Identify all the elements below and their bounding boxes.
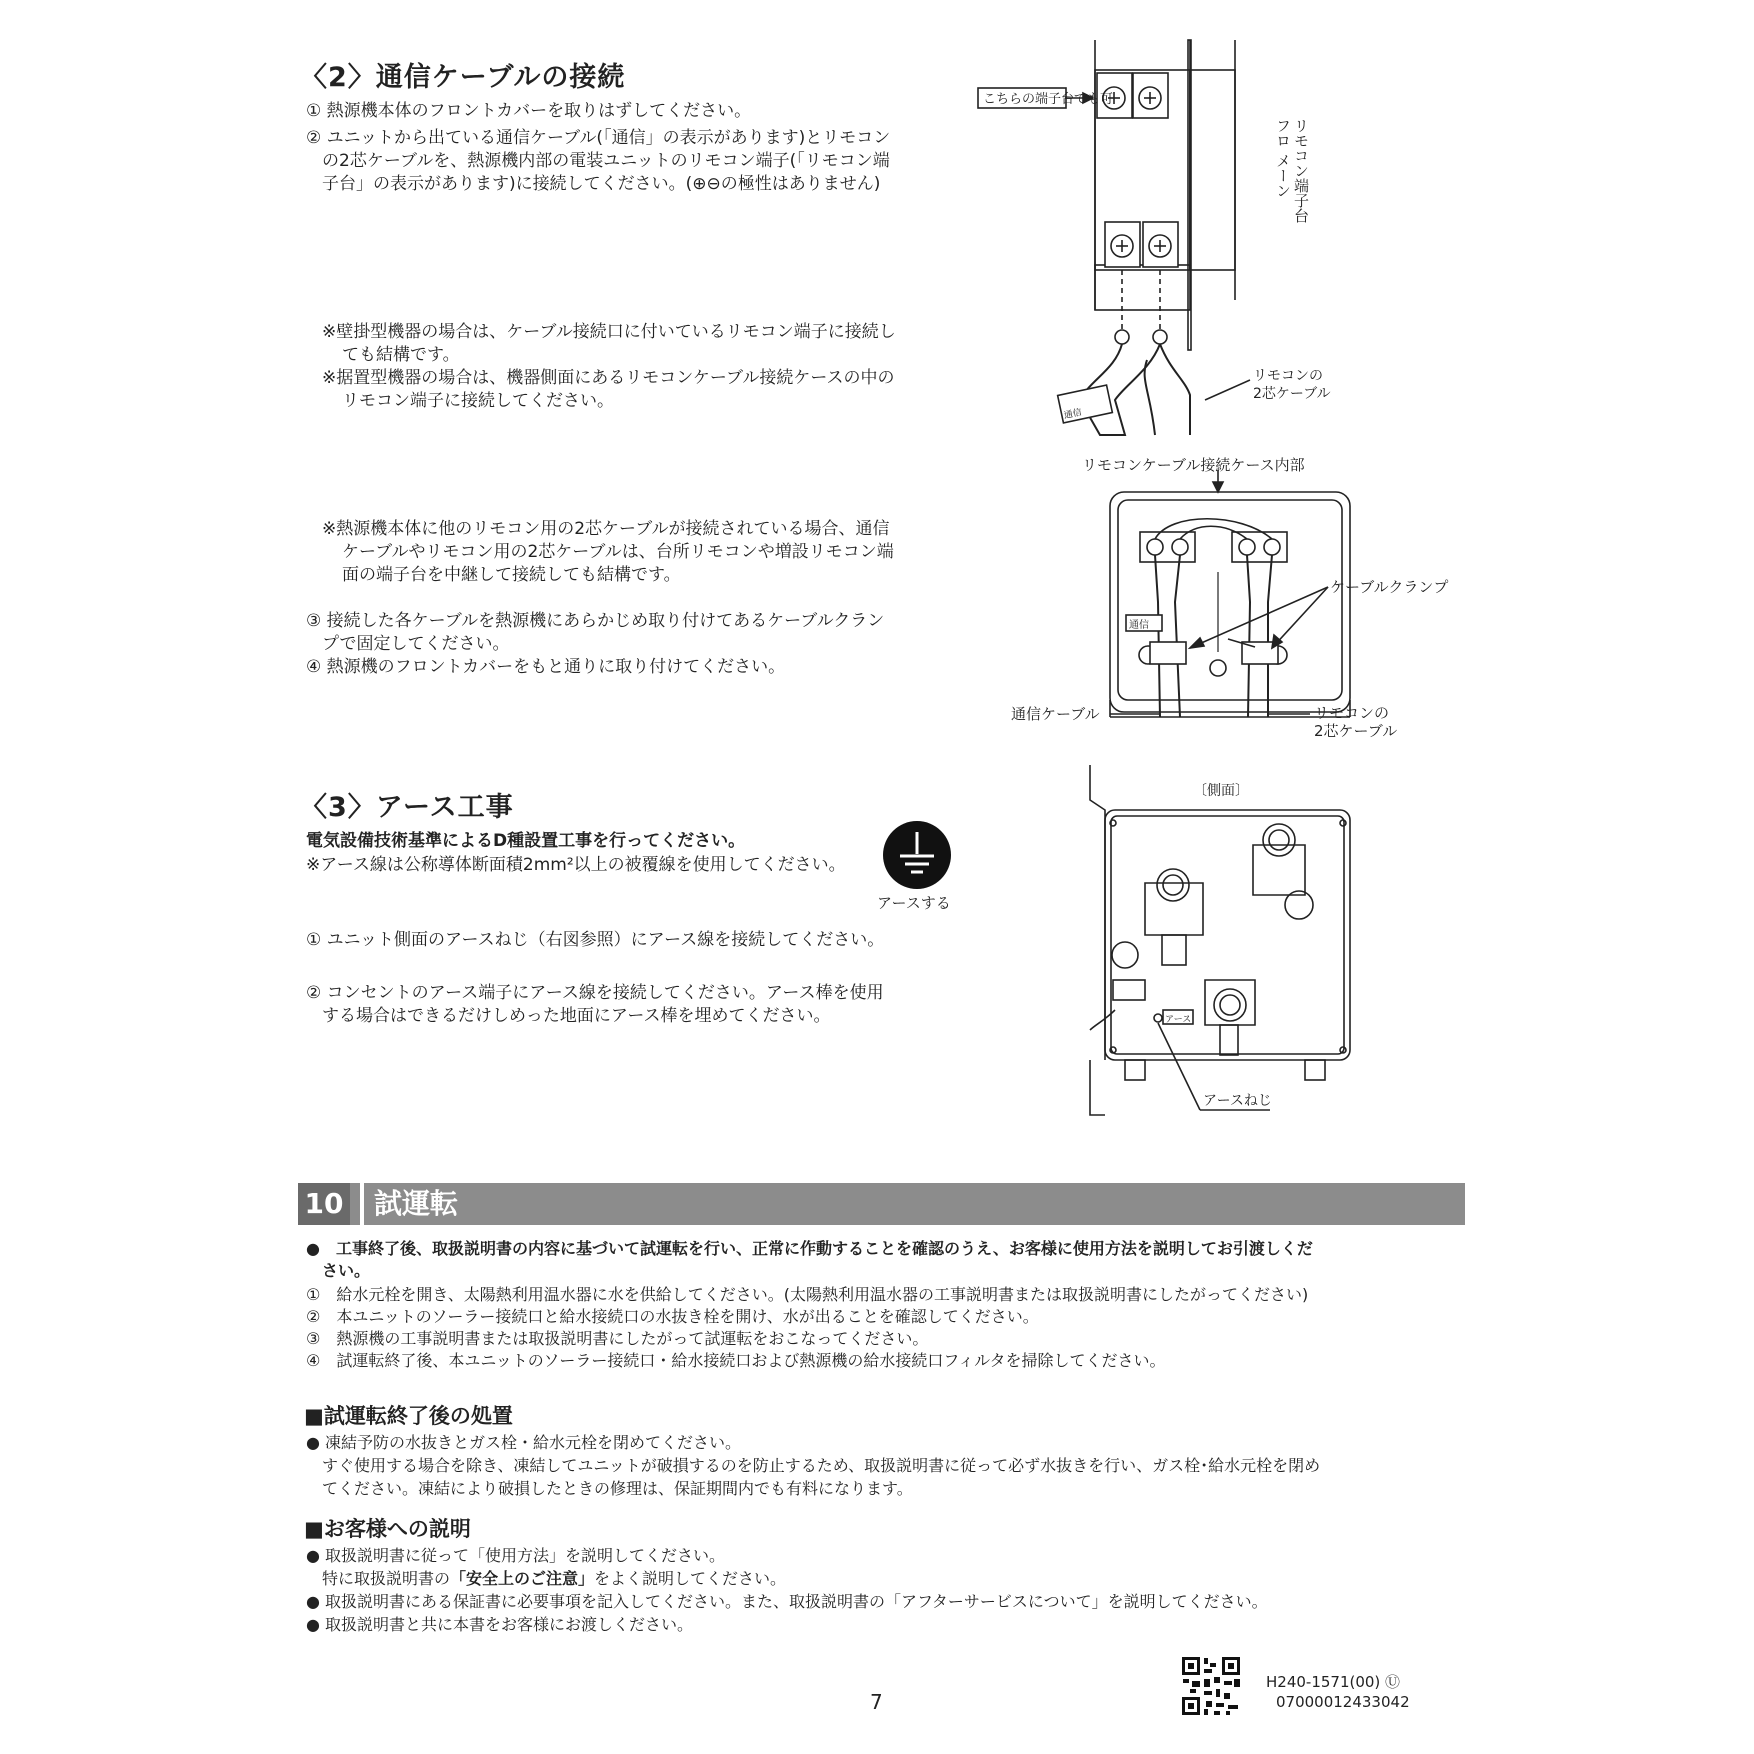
sec10-step4: ④ 試運転終了後、本ユニットのソーラー接続口・給水接続口および熱源機の給水接続口フィルタを掃除してください。: [306, 1351, 1166, 1370]
sec3-bold-line: 電気設備技術基準によるD種設置工事を行ってください。: [306, 831, 746, 851]
customer-bullet1-line2: [322, 1567, 786, 1590]
section-2-title: 〈2〉通信ケーブルの接続: [300, 62, 626, 93]
ground-icon: [882, 820, 952, 890]
doc-code: H240-1571(00) Ⓤ: [1266, 1673, 1401, 1691]
sec10-step1: ① 給水元栓を開き、太陽熱利用温水器に水を供給してください。(太陽熱利用温水器の工事説明書または取扱説明書にしたがってください): [306, 1285, 1309, 1304]
after-bullet1-line3: てください。凍結により破損したときの修理は、保証期間内でも有料になります。: [322, 1479, 913, 1498]
earth-tag: アース: [1165, 1015, 1192, 1025]
sec2-note3-line2: ケーブルやリモコン用の2芯ケーブルは、台所リモコンや増設リモコン端: [342, 542, 894, 562]
sec10-step2: ② 本ユニットのソーラー接続口と給水接続口の水抜き栓を開け、水が出ることを確認してください。: [306, 1307, 1039, 1326]
sec10-bullet-line1: ● 工事終了後、取扱説明書の内容に基づいて試運転を行い、正常に作動することを確認のうえ、お客様に使用方法を説明してお引渡しくだ: [306, 1239, 1313, 1258]
sec2-step4: ④ 熱源機のフロントカバーをもと通りに取り付けてください。: [306, 657, 786, 677]
sec2-note3-line1: ※熱源機本体に他のリモコン用の2芯ケーブルが接続されている場合、通信: [322, 519, 890, 539]
sec2-step2-line2: の2芯ケーブルを、熱源機内部の電装ユニットのリモコン端子(「リモコン端: [322, 151, 890, 171]
remote-cable-label-1a: リモコンの: [1253, 368, 1323, 384]
qr-code: [1180, 1655, 1242, 1717]
sec2-step1: ① 熱源機本体のフロントカバーを取りはずしてください。: [306, 101, 752, 121]
sec2-note2-line1: ※据置型機器の場合は、機器側面にあるリモコンケーブル接続ケースの中の: [322, 368, 895, 388]
section-10-header: [298, 1183, 1465, 1225]
customer-b1-post: をよく説明してください。: [594, 1569, 787, 1588]
sec2-note3-line3: 面の端子台を中継して接続しても結構です。: [342, 565, 681, 585]
sec3-step2-line2: する場合はできるだけしめった地面にアース棒を埋めてください。: [322, 1006, 831, 1026]
sec2-step3-line1: ③ 接続した各ケーブルを熱源機にあらかじめ取り付けてあるケーブルクラン: [306, 611, 885, 631]
remote-cable-label-2a: リモコンの: [1314, 704, 1390, 722]
sec3-step1: ① ユニット側面のアースねじ（右図参照）にアース線を接続してください。: [306, 930, 885, 950]
case-label: リモコンケーブル接続ケース内部: [1082, 456, 1305, 474]
comm-tag-2: 通信: [1129, 620, 1149, 631]
terminal-vertical-label: リモコン端子台: [1292, 118, 1310, 223]
sec2-step2-line3: 子台」の表示があります)に接続してください。(⊕⊖の極性はありません): [322, 174, 881, 194]
sec10-step3: ③ 熱源機の工事説明書または取扱説明書にしたがって試運転をおこなってください。: [306, 1329, 929, 1348]
sec2-step2-line1: ② ユニットから出ている通信ケーブル(「通信」の表示があります)とリモコン: [306, 128, 891, 148]
after-bullet1-line2: すぐ使用する場合を除き、凍結してユニットが破損するのを防止するため、取扱説明書に従って必ず水抜きを行い、ガス栓･給水元栓を閉め: [322, 1456, 1321, 1475]
side-view-figure: [1085, 765, 1375, 1145]
comm-cable-label: 通信ケーブル: [1011, 705, 1100, 723]
after-bullet1: ● 凍結予防の水抜きとガス栓・給水元栓を閉めてください。: [306, 1433, 742, 1452]
customer-b1-pre: 特に取扱説明書の: [322, 1569, 451, 1588]
side-label: 〔側面〕: [1193, 783, 1249, 799]
page-number: 7: [870, 1690, 883, 1714]
customer-bullet3: ● 取扱説明書と共に本書をお客様にお渡しください。: [306, 1615, 694, 1634]
sec2-note2-line2: リモコン端子に接続してください。: [342, 391, 614, 411]
ground-icon-label: アースする: [877, 894, 951, 912]
clamp-label: ケーブルクランプ: [1330, 578, 1449, 596]
terminal-vertical-label-2: フロ メーン: [1274, 118, 1292, 198]
sec2-note1-line1: ※壁掛型機器の場合は、ケーブル接続口に付いているリモコン端子に接続し: [322, 322, 896, 342]
remote-cable-label-2b: 2芯ケーブル: [1314, 722, 1398, 740]
customer-title: ■お客様への説明: [304, 1517, 471, 1541]
doc-number: 07000012433042: [1276, 1693, 1410, 1711]
after-title: ■試運転終了後の処置: [304, 1404, 513, 1428]
terminal-block-figure: [975, 40, 1331, 440]
sec2-note1-line2: ても結構です。: [342, 345, 460, 365]
sec3-step2-line1: ② コンセントのアース端子にアース線を接続してください。アース棒を使用: [306, 983, 884, 1003]
remote-cable-label-1b: 2芯ケーブル: [1253, 386, 1331, 402]
earth-screw-label: アースねじ: [1203, 1093, 1272, 1109]
connection-case-figure: [1010, 452, 1470, 747]
customer-bullet2: ● 取扱説明書にある保証書に必要事項を記入してください。また、取扱説明書の「アフターサービスについて」を説明してください。: [306, 1592, 1268, 1611]
customer-bullet1: ● 取扱説明書に従って「使用方法」を説明してください。: [306, 1546, 726, 1565]
section-3-title: 〈3〉アース工事: [300, 792, 514, 823]
section-10-number: 10: [298, 1183, 350, 1225]
sec3-note: ※アース線は公称導体断面積2mm²以上の被覆線を使用してください。: [306, 855, 846, 875]
customer-b1-bold: 「安全上のご注意」: [450, 1569, 595, 1588]
section-10-title: 試運転: [360, 1183, 458, 1225]
comm-tag-1: 通信: [1063, 407, 1083, 422]
sec10-bullet-line2: さい。: [322, 1261, 371, 1280]
sec2-step3-line2: プで固定してください。: [322, 634, 510, 654]
alt-terminal-label: こちらの端子台でも可: [983, 92, 1114, 107]
